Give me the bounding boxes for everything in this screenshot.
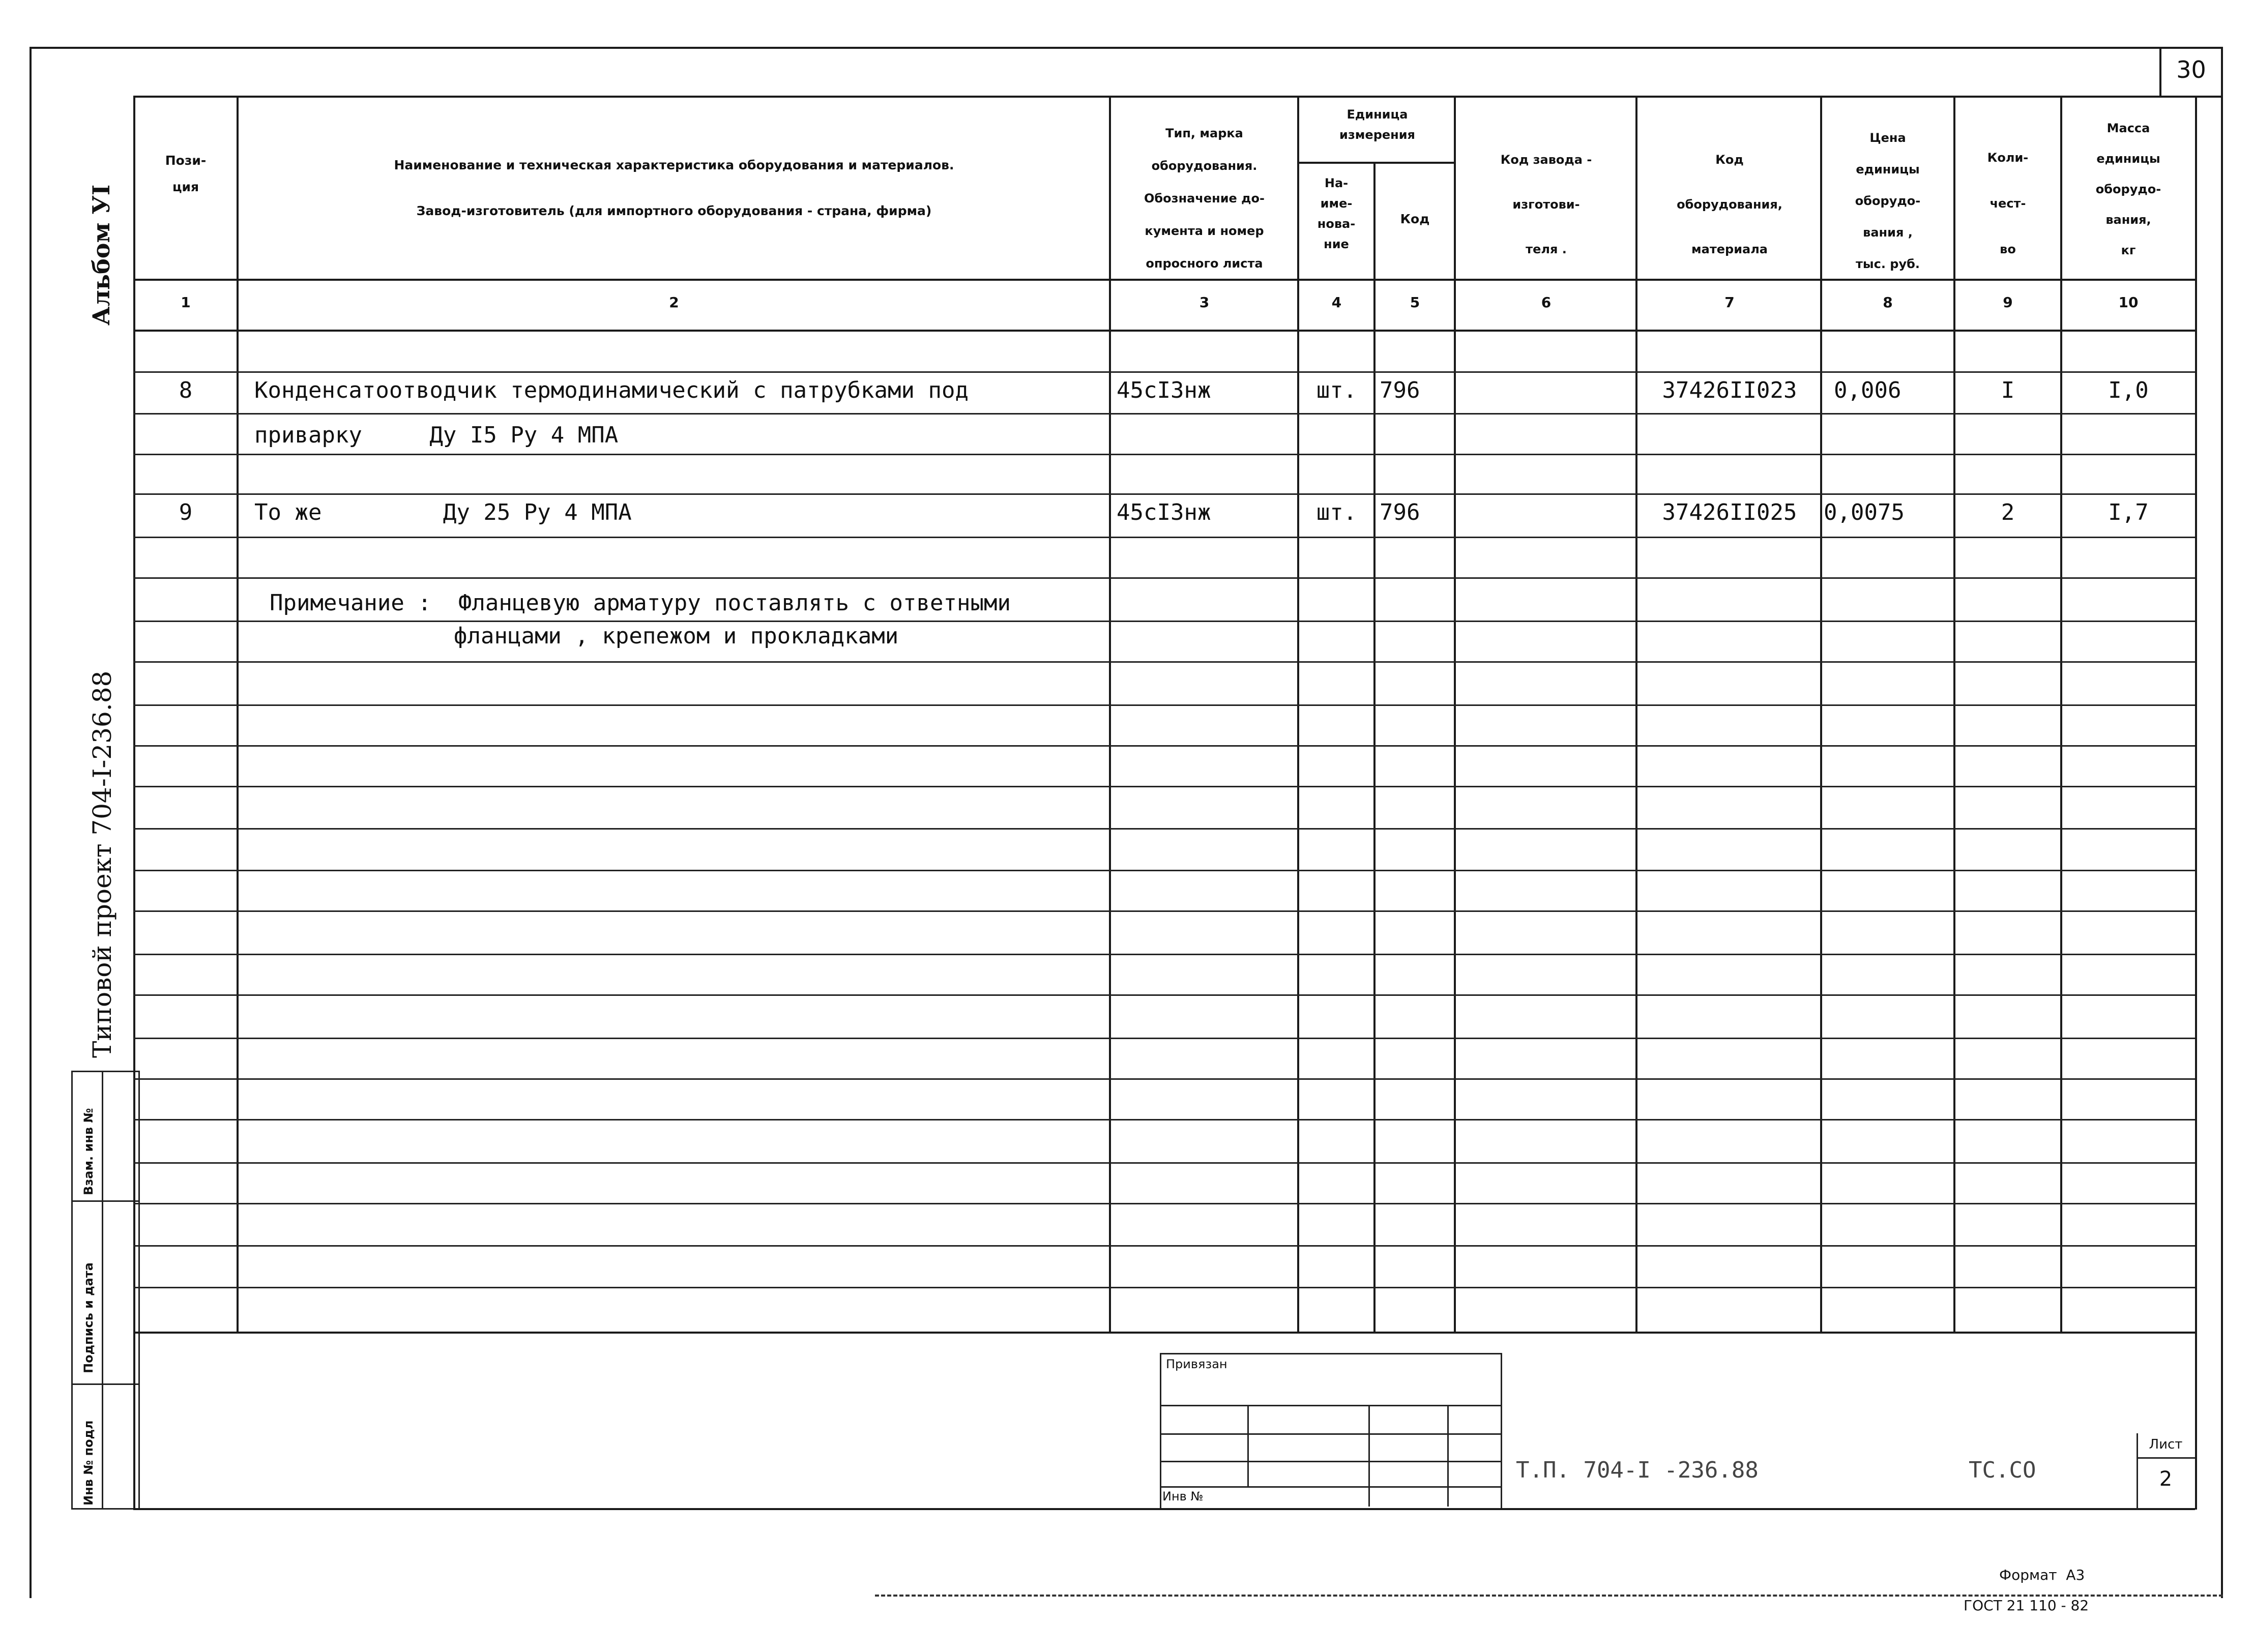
row-line (133, 413, 2195, 415)
margin-label-inv: Инв № подл (81, 1420, 96, 1506)
colnum-9: 9 (2003, 294, 2013, 311)
privyazan-col-line (1447, 1405, 1449, 1507)
sheet-box-split (2137, 1457, 2195, 1459)
header-equip-code: Код оборудования, материала (1677, 153, 1782, 256)
col-line-7 (1820, 96, 1822, 1332)
colnum-2: 2 (669, 294, 679, 311)
row-9-mass: I,7 (2108, 499, 2149, 525)
privyazan-row-line (1160, 1405, 1502, 1406)
gost-label: ГОСТ 21 110 - 82 (1964, 1597, 2089, 1614)
row-line (133, 1203, 2195, 1204)
note-line-2: фланцами , крепежом и прокладками (454, 623, 899, 649)
privyazan-label: Привязан (1166, 1357, 1227, 1371)
col-line-9 (2060, 96, 2062, 1332)
header-unit-name: На- име- нова- ние (1317, 176, 1356, 251)
row-9-type: 45сI3нж (1117, 499, 1211, 525)
row-line (133, 704, 2195, 706)
stamp-col-line (71, 1071, 73, 1508)
stamp-row-line-3 (71, 1383, 140, 1385)
privyazan-row-line (1160, 1461, 1502, 1462)
col-line-5 (1454, 96, 1456, 1332)
row-line (133, 954, 2195, 955)
row-8-unit: шт. (1316, 377, 1357, 403)
table-bottom-line (133, 1332, 2195, 1334)
doc-code: ТС.СО (1969, 1457, 2036, 1483)
inv-no-label: Инв № (1162, 1489, 1204, 1503)
frame-bottom-line (875, 1595, 2223, 1597)
privyazan-box-right (1501, 1353, 1502, 1508)
row-line (133, 621, 2195, 622)
col-line-4 (1373, 162, 1376, 1332)
row-line (133, 454, 2195, 455)
row-line (133, 1287, 2195, 1288)
colnum-6: 6 (1541, 294, 1552, 311)
row-9-qty: 2 (2001, 499, 2015, 525)
row-9-unit-code: 796 (1380, 499, 1420, 525)
privyazan-box-left (1160, 1353, 1161, 1508)
row-8-equip-code: 37426II023 (1662, 377, 1797, 403)
header-plant-code: Код завода - изготови- теля . (1500, 153, 1592, 256)
header-name: Наименование и техническая характеристика оборудования и материалов. Завод-изготовитель (для импортного оборудования - страна, фирма) (394, 158, 954, 218)
sheet-value: 2 (2159, 1467, 2173, 1491)
privyazan-row-line (1160, 1433, 1502, 1435)
header-mass: Масса единицы оборудо- вания, кг (2095, 121, 2161, 257)
colnum-4: 4 (1331, 294, 1342, 311)
col-line-8 (1953, 96, 1955, 1332)
colnum-7: 7 (1724, 294, 1735, 311)
header-position: Пози- ция (165, 153, 207, 194)
titleblock-right-line (2195, 1332, 2197, 1510)
row-line (133, 661, 2195, 663)
col-line-6 (1635, 96, 1637, 1332)
table-top-line (133, 96, 2195, 98)
note-line-1: Примечание : Фланцевую арматуру поставлять с ответными (270, 590, 1011, 616)
header-unit-code: Код (1400, 212, 1430, 226)
row-line (133, 537, 2195, 538)
header-price: Цена единицы оборудо- вания , тыс. руб. (1855, 131, 1921, 271)
colnum-1: 1 (181, 294, 191, 311)
project-label-vertical: Типовой проект 704-I-236.88 (87, 670, 117, 1058)
colnum-bottom-line (133, 330, 2195, 332)
stamp-row-line (71, 1071, 140, 1072)
row-8-name-cont: приварку Ду I5 Ру 4 МПА (254, 422, 619, 448)
row-9-equip-code: 37426II025 (1662, 499, 1797, 525)
margin-label-signature: Подпись и дата (81, 1262, 96, 1373)
col-line-2 (1109, 96, 1111, 1332)
album-label: Альбом УI (87, 184, 115, 326)
row-line (133, 1119, 2195, 1120)
row-8-mass: I,0 (2108, 377, 2149, 403)
titleblock-bottom-line (133, 1508, 2195, 1510)
row-8-unit-code: 796 (1380, 377, 1420, 403)
row-8-pos: 8 (179, 377, 193, 403)
stamp-col-line-3 (138, 1071, 140, 1508)
row-9-unit: шт. (1316, 499, 1357, 525)
col-line-3 (1297, 96, 1299, 1332)
colnum-3: 3 (1199, 294, 1210, 311)
colnum-10: 10 (2118, 294, 2139, 311)
row-8-type: 45сI3нж (1117, 377, 1211, 403)
privyazan-col-line (1368, 1405, 1370, 1507)
row-line (133, 577, 2195, 579)
colnum-8: 8 (1883, 294, 1893, 311)
stamp-col-line-2 (102, 1071, 103, 1508)
sheet-number-top: 30 (2176, 56, 2206, 83)
row-9-name: То же Ду 25 Ру 4 МПА (254, 499, 632, 525)
header-type: Тип, марка оборудования. Обозначение до- кумента и номер опросного листа (1144, 126, 1265, 271)
sheet-label: Лист (2149, 1437, 2183, 1452)
colnum-5: 5 (1410, 294, 1420, 311)
row-line (133, 1078, 2195, 1080)
header-unit-group: Единица измерения (1339, 107, 1415, 142)
col-line-10 (2195, 96, 2197, 1332)
privyazan-box-top (1160, 1353, 1502, 1354)
row-line (133, 1245, 2195, 1247)
row-line (133, 745, 2195, 747)
row-9-price: 0,0075 (1824, 499, 1905, 525)
doc-designation: Т.П. 704-I -236.88 (1516, 1457, 1759, 1483)
row-9-pos: 9 (179, 499, 193, 525)
row-line (133, 828, 2195, 830)
privyazan-row-line (1160, 1486, 1502, 1488)
row-line (133, 870, 2195, 871)
privyazan-col-line (1247, 1405, 1249, 1486)
margin-label-vzam: Взам. инв № (81, 1108, 96, 1195)
row-line (133, 994, 2195, 996)
row-8-name: Конденсатоотводчик термодинамический с патрубками под (254, 377, 969, 403)
row-line (133, 371, 2195, 373)
row-8-qty: I (2001, 377, 2015, 403)
row-8-price: 0,006 (1834, 377, 1901, 403)
row-line (133, 910, 2195, 912)
row-line (133, 493, 2195, 495)
unit-group-split (1297, 162, 1455, 164)
header-qty: Коли- чест- во (1987, 151, 2029, 256)
row-line (133, 1038, 2195, 1039)
stamp-row-line-2 (71, 1200, 140, 1202)
col-line-1 (237, 96, 239, 1332)
format-label: Формат А3 (1999, 1567, 2085, 1583)
row-line (133, 786, 2195, 787)
row-line (133, 1162, 2195, 1164)
stamp-row-line-4 (71, 1508, 140, 1510)
